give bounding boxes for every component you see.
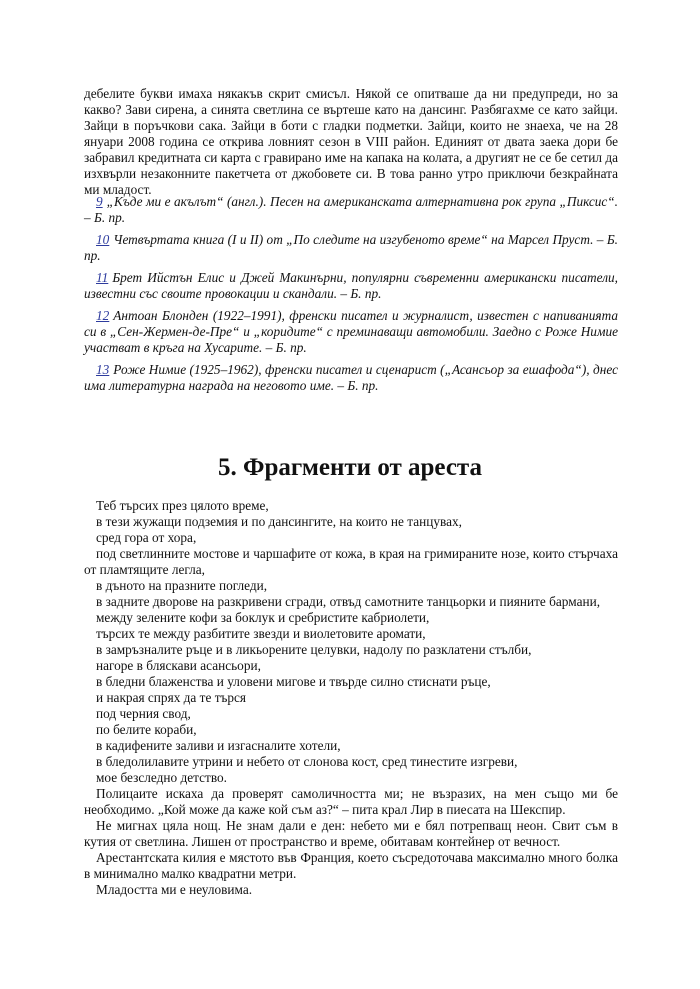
body-line: в бледолилавите утрини и небето от слонова кост, сред тинестите изгреви, — [96, 754, 518, 769]
body-line: Младостта ми е неуловима. — [96, 882, 253, 897]
body-line: в дъното на празните погледи, — [96, 578, 268, 593]
body-line: между зелените кофи за боклук и сребристите кабриолети, — [96, 610, 430, 625]
body-line: в замръзналите ръце и в ликьорените целувки, надолу по разклатени стълби, — [96, 642, 532, 657]
body-line: под светлинните мостове и чаршафите от кожа, в края на гримираните нозе, които стърчаха от пламтящите легла, — [84, 546, 618, 577]
footnote-text: „Къде ми е акълът“ (англ.). Песен на американската алтернативна рок група „Пиксис“. – Б. пр. — [84, 194, 618, 225]
body-line: мое безследно детство. — [96, 770, 227, 785]
footnote — [84, 232, 618, 264]
footnote-link[interactable]: 11 — [96, 270, 109, 285]
body-line: Не мигнах цяла нощ. Не знам дали е ден: небето ми е бял потрепващ неон. Свит съм в кутия от светлина. Лишен от пространство и време, обитавам контейнер от вечност. — [84, 818, 618, 849]
body-line: Теб търсих през цялото време, — [96, 498, 269, 513]
top-paragraph-block — [84, 86, 618, 198]
body-line: в тези жужащи подземия и по дансингите, на които не танцувах, — [96, 514, 462, 529]
footnote-link[interactable]: 12 — [96, 308, 110, 323]
footnote-text: Брет Ийстън Елис и Джей Макинърни, популярни съвременни американски писатели, известни със своите провокации и скандали. – Б. пр. — [84, 270, 618, 301]
top-paragraph: дебелите букви имаха някакъв скрит смисъл. Някой се опитваше да ни предупреди, но за какво? Зави сирена, а синята светлина се въртеше като на дансинг. Разбягахме се като зайци. Зайци в поръчкови сака. Зайци в боти с гладки подметки. Зайци, които не знаеха, че на 28 януари 2008 година се открива ловният сезон в VIII район. Единият от двата заека дори бе забравил кредитната си карта с гравирано име на капака на колата, а другият не се бе сетил да изхвърли незаконните пакетчета от джобовете си. В това ранно утро приключи безкрайната ми младост. — [84, 86, 618, 197]
body-line: Полицаите искаха да проверят самоличността ми; не възразих, на мен също ми бе необходимо. „Кой може да каже кой съм аз?“ – пита крал Лир в пиесата на Шекспир. — [84, 786, 618, 817]
body-line: под черния свод, — [96, 706, 191, 721]
footnotes-list — [84, 194, 618, 400]
body-line: сред гора от хора, — [96, 530, 197, 545]
body-line: в бледни блаженства и уловени мигове и твърде силно стиснати ръце, — [96, 674, 491, 689]
body-line: в кадифените заливи и изгасналите хотели, — [96, 738, 341, 753]
chapter-title: 5. Фрагменти от ареста — [217, 454, 483, 481]
body-line: и накрая спрях да те търся — [96, 690, 247, 705]
footnote — [84, 270, 618, 302]
footnote-link[interactable]: 13 — [96, 362, 110, 377]
footnote — [84, 194, 618, 226]
footnote-link[interactable]: 10 — [96, 232, 110, 247]
footnote-text: Антоан Блонден (1922–1991), френски писател и журналист, известен с напиванията си в „Сен-Жермен-де-Пре“ и „коридите“ с преминаващи автомобили. Заедно с Роже Нимие участват в кръга на Хусарите. – Б. пр. — [84, 308, 618, 355]
footnote-link[interactable]: 9 — [96, 194, 103, 209]
footnote-text: Роже Нимие (1925–1962), френски писател и сценарист („Асансьор за ешафода“), днес има литературна награда на неговото име. – Б. пр. — [84, 362, 618, 393]
footnote-text: Четвъртата книга (I и II) от „По следите на изгубеното време“ на Марсел Пруст. – Б. пр. — [84, 232, 618, 263]
body-line: в задните дворове на разкривени сгради, отвъд самотните танцьорки и пияните бармани, — [96, 594, 601, 609]
body-line: Арестантската килия е мястото във Франция, което съсредоточава максимално много болка в минимално малко квадратни метри. — [84, 850, 618, 881]
footnote — [84, 362, 618, 394]
body-line: нагоре в бляскави асансьори, — [96, 658, 261, 673]
footnote — [84, 308, 618, 356]
body-line: търсих те между разбитите звезди и виолетовите аромати, — [96, 626, 426, 641]
body-line: по белите кораби, — [96, 722, 197, 737]
chapter-body — [84, 498, 618, 898]
